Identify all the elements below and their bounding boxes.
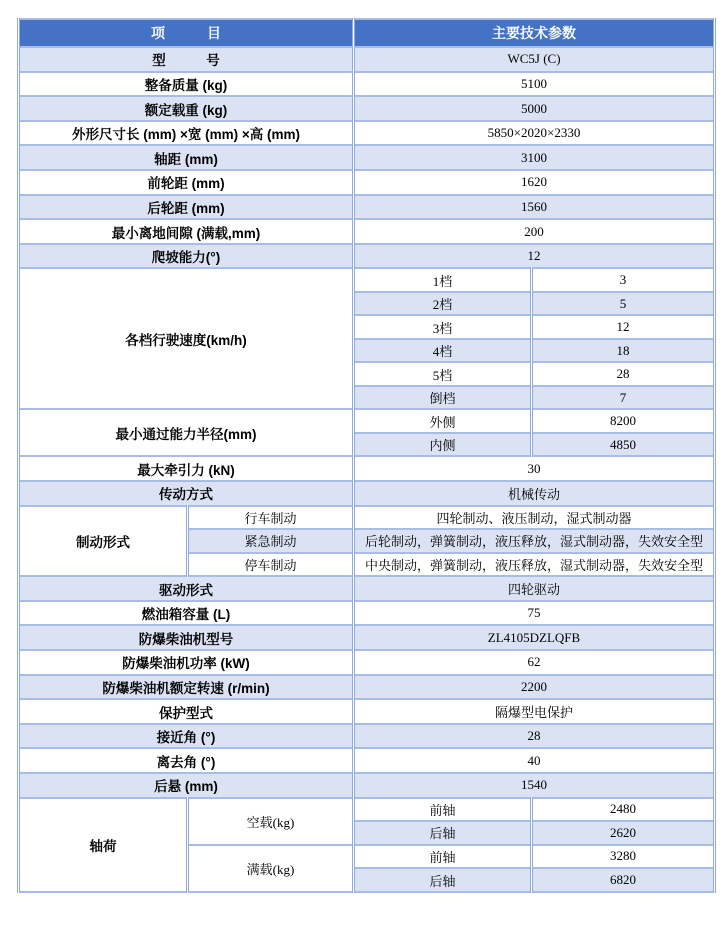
spec-value-cell: 四轮制动、液压制动，湿式制动器: [354, 506, 715, 530]
table-row: [19, 773, 715, 798]
spec-label-cell: 后悬 (mm): [19, 773, 354, 798]
spec-label-cell: 防爆柴油机型号: [19, 625, 354, 650]
table-row: [19, 798, 715, 822]
spec-sublabel-cell: 2档: [354, 292, 532, 316]
table-row: [19, 650, 715, 675]
spec-value-cell: 8200: [532, 409, 715, 433]
spec-sublabel-cell: 5档: [354, 362, 532, 386]
spec-label-cell: 最小通过能力半径(mm): [19, 409, 354, 456]
spec-sublabel-cell: 后轴: [354, 868, 532, 892]
spec-label-cell: 轴距 (mm): [19, 145, 354, 170]
spec-label-cell: 保护型式: [19, 699, 354, 724]
spec-sublabel-cell: 紧急制动: [188, 529, 354, 553]
spec-label-cell: 驱动形式: [19, 576, 354, 601]
spec-value-cell: ZL4105DZLQFB: [354, 625, 715, 650]
spec-value-cell: 4850: [532, 433, 715, 457]
spec-value-cell: 5000: [354, 96, 715, 121]
spec-sublabel-cell: 后轴: [354, 821, 532, 845]
spec-label-cell: 防爆柴油机额定转速 (r/min): [19, 675, 354, 700]
spec-label-cell: 防爆柴油机功率 (kW): [19, 650, 354, 675]
spec-value-cell: 12: [354, 244, 715, 269]
table-row: [19, 625, 715, 650]
spec-value-cell: 200: [354, 219, 715, 244]
spec-value-cell: 机械传动: [354, 481, 715, 506]
spec-value-cell: 12: [532, 315, 715, 339]
spec-label-cell: 整备质量 (kg): [19, 72, 354, 97]
table-header-cell: 项 目: [19, 19, 354, 47]
table-row: [19, 675, 715, 700]
spec-label-cell: 最大牵引力 (kN): [19, 456, 354, 481]
spec-value-cell: 30: [354, 456, 715, 481]
table-row: [19, 724, 715, 749]
table-row: [19, 481, 715, 506]
spec-value-cell: 18: [532, 339, 715, 363]
table-row: [19, 145, 715, 170]
table-row: [19, 219, 715, 244]
spec-label-cell: 最小离地间隙 (满载,mm): [19, 219, 354, 244]
spec-label-cell: 各档行驶速度(km/h): [19, 268, 354, 409]
spec-sublabel-cell: 行车制动: [188, 506, 354, 530]
table-row: [19, 170, 715, 195]
spec-sublabel-cell: 3档: [354, 315, 532, 339]
spec-sublabel-cell: 空载(kg): [188, 798, 354, 845]
spec-label-cell: 前轮距 (mm): [19, 170, 354, 195]
spec-sheet: [17, 18, 716, 893]
spec-label-cell: 接近角 (°): [19, 724, 354, 749]
table-row: [19, 699, 715, 724]
spec-value-cell: 28: [354, 724, 715, 749]
table-header-row: [19, 19, 715, 47]
table-row: [19, 576, 715, 601]
table-row: [19, 244, 715, 269]
spec-sublabel-cell: 停车制动: [188, 553, 354, 577]
table-header-cell: 主要技术参数: [354, 19, 715, 47]
spec-sublabel-cell: 倒档: [354, 386, 532, 410]
spec-value-cell: 5: [532, 292, 715, 316]
spec-value-cell: 40: [354, 748, 715, 773]
spec-value-cell: 1560: [354, 195, 715, 220]
spec-value-cell: 四轮驱动: [354, 576, 715, 601]
table-row: [19, 601, 715, 626]
spec-label-cell: 离去角 (°): [19, 748, 354, 773]
spec-value-cell: 1620: [354, 170, 715, 195]
spec-sublabel-cell: 4档: [354, 339, 532, 363]
table-row: [19, 121, 715, 146]
table-row: [19, 409, 715, 433]
spec-value-cell: 62: [354, 650, 715, 675]
spec-label-cell: 型 号: [19, 47, 354, 72]
table-row: [19, 195, 715, 220]
table-row: [19, 268, 715, 292]
spec-value-cell: 3280: [532, 845, 715, 869]
spec-value-cell: 5100: [354, 72, 715, 97]
table-row: [19, 506, 715, 530]
spec-value-cell: 隔爆型电保护: [354, 699, 715, 724]
spec-label-cell: 制动形式: [19, 506, 188, 577]
spec-label-cell: 燃油箱容量 (L): [19, 601, 354, 626]
table-row: [19, 96, 715, 121]
spec-label-cell: 传动方式: [19, 481, 354, 506]
spec-value-cell: WC5J (C): [354, 47, 715, 72]
spec-value-cell: 7: [532, 386, 715, 410]
table-row: [19, 748, 715, 773]
spec-label-cell: 额定载重 (kg): [19, 96, 354, 121]
spec-value-cell: 后轮制动，弹簧制动，液压释放，湿式制动器，失效安全型: [354, 529, 715, 553]
spec-sublabel-cell: 1档: [354, 268, 532, 292]
table-row: [19, 47, 715, 72]
spec-value-cell: 28: [532, 362, 715, 386]
spec-value-cell: 2200: [354, 675, 715, 700]
spec-sublabel-cell: 前轴: [354, 845, 532, 869]
spec-sublabel-cell: 外侧: [354, 409, 532, 433]
spec-value-cell: 3100: [354, 145, 715, 170]
spec-label-cell: 外形尺寸长 (mm) ×宽 (mm) ×高 (mm): [19, 121, 354, 146]
table-row: [19, 72, 715, 97]
spec-value-cell: 6820: [532, 868, 715, 892]
spec-value-cell: 75: [354, 601, 715, 626]
spec-value-cell: 5850×2020×2330: [354, 121, 715, 146]
spec-label-cell: 爬坡能力(°): [19, 244, 354, 269]
spec-value-cell: 1540: [354, 773, 715, 798]
spec-table: [17, 18, 716, 893]
spec-value-cell: 2480: [532, 798, 715, 822]
spec-value-cell: 中央制动，弹簧制动，液压释放，湿式制动器，失效安全型: [354, 553, 715, 577]
table-row: [19, 456, 715, 481]
spec-label-cell: 后轮距 (mm): [19, 195, 354, 220]
spec-sublabel-cell: 满载(kg): [188, 845, 354, 892]
spec-sublabel-cell: 内侧: [354, 433, 532, 457]
spec-label-cell: 轴荷: [19, 798, 188, 892]
spec-value-cell: 3: [532, 268, 715, 292]
spec-sublabel-cell: 前轴: [354, 798, 532, 822]
spec-value-cell: 2620: [532, 821, 715, 845]
